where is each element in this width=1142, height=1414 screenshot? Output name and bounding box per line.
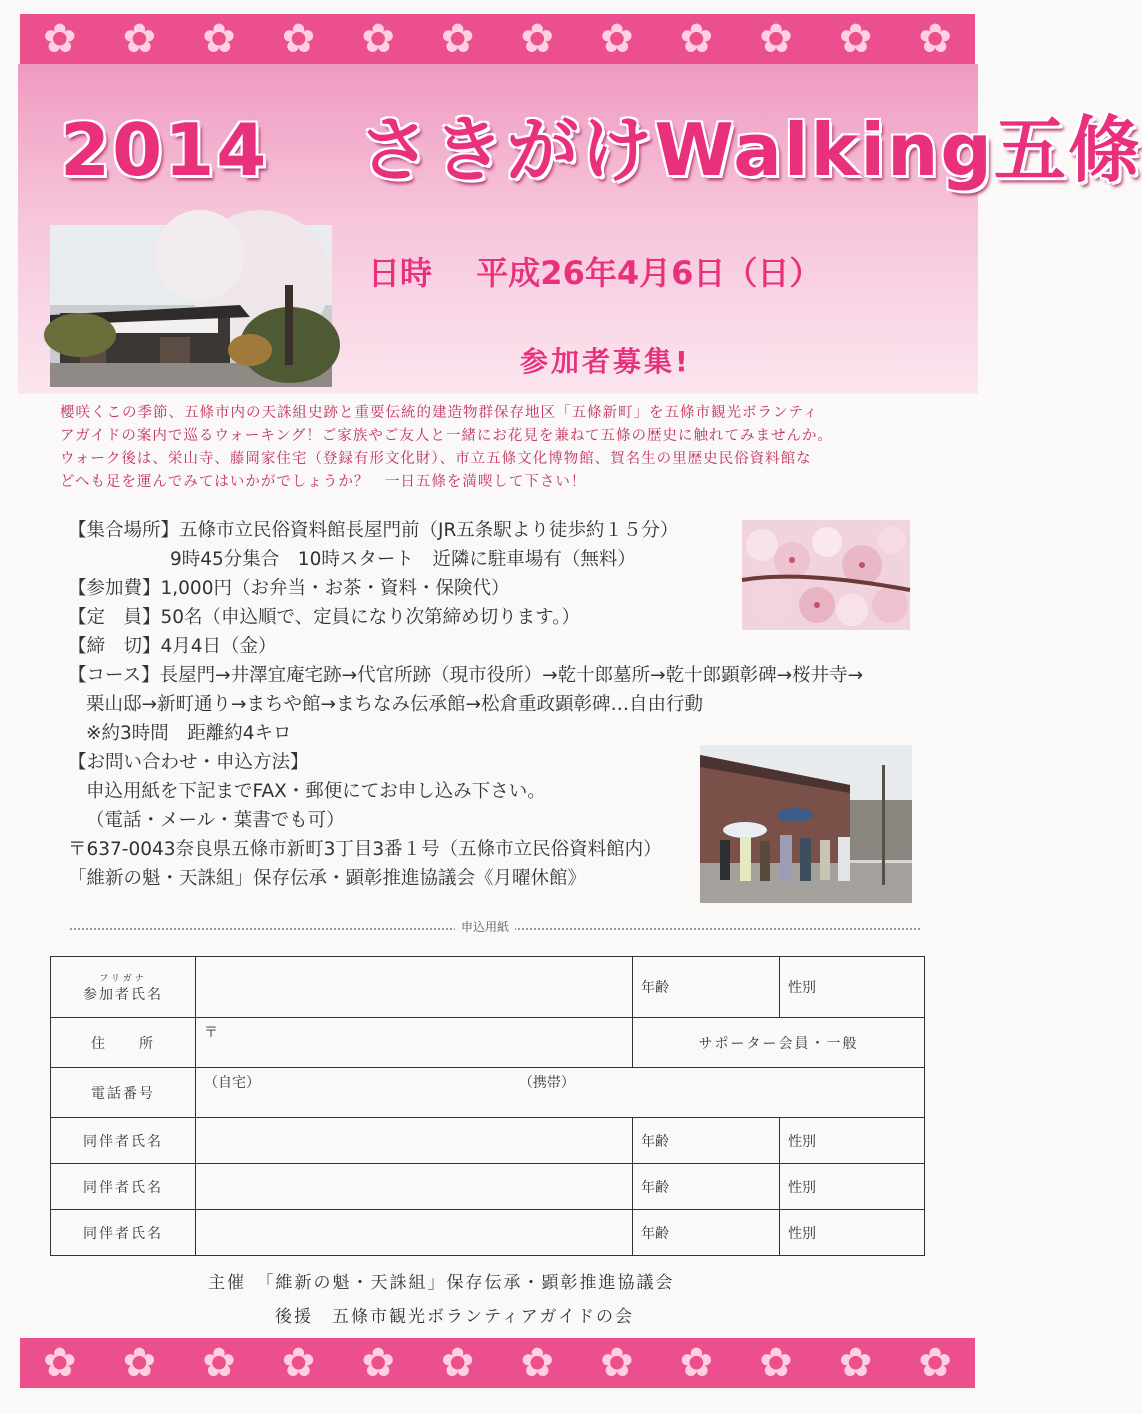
participant-row <box>51 957 925 1018</box>
date-label: 日時 <box>368 254 433 292</box>
name-label-text: 参加者氏名 <box>83 986 163 1003</box>
furigana-label: フリガナ <box>99 973 147 984</box>
flower-icon: ✿ <box>520 16 555 62</box>
sex-label: 性別 <box>788 1225 816 1242</box>
address-row <box>51 1018 925 1068</box>
participant-name-field[interactable] <box>196 957 633 1018</box>
address-label: 住 所 <box>51 1018 196 1068</box>
companion-row <box>51 1118 925 1164</box>
contact-line-1: 申込用紙を下記までFAX・郵便にてお申し込み下さい。 <box>86 781 546 802</box>
member-type-options: サポーター会員・一般 <box>698 1035 859 1052</box>
flower-icon: ✿ <box>361 1340 395 1386</box>
flower-icon: ✿ <box>600 16 634 62</box>
flower-icon: ✿ <box>679 1340 714 1386</box>
flower-icon: ✿ <box>759 16 793 62</box>
flower-icon: ✿ <box>43 16 77 62</box>
phone-row <box>51 1068 925 1118</box>
companion-name-field[interactable] <box>196 1210 633 1256</box>
cut-label: 申込用紙 <box>455 918 515 935</box>
host-line: 主催 「維新の魁・天誅組」保存伝承・顕彰推進協議会 <box>208 1273 675 1293</box>
contact-line-2: （電話・メール・葉書でも可） <box>86 810 345 831</box>
flower-icon: ✿ <box>838 16 873 62</box>
home-phone-label: （自宅） <box>204 1075 260 1091</box>
companion-age-field[interactable] <box>633 1210 780 1256</box>
companion-age-field[interactable] <box>633 1164 780 1210</box>
meeting-place: 【集合場所】五條市立民俗資料館長屋門前（JR五条駅より徒歩約１５分） <box>68 520 679 541</box>
flower-icon: ✿ <box>679 16 714 62</box>
flower-icon: ✿ <box>281 1340 316 1386</box>
title-year: 2014 <box>60 108 269 192</box>
address: 〒637-0043奈良県五條市新町3丁目3番１号（五條市立民俗資料館内） <box>68 839 662 860</box>
intro-line: アガイドの案内で巡るウォーキング！ご家族やご友人と一緒にお花見を兼ねて五條の歴史に触れてみませんか。 <box>60 428 834 444</box>
age-label: 年齢 <box>641 1225 669 1242</box>
recruit-heading: 参加者募集! <box>520 345 691 378</box>
companion-name-label: 同伴者氏名 <box>51 1118 196 1164</box>
flower-icon: ✿ <box>440 16 475 62</box>
flower-icon: ✿ <box>838 1340 873 1386</box>
phone-label: 電話番号 <box>51 1068 196 1118</box>
participant-age-field[interactable] <box>633 957 780 1018</box>
companion-age-field[interactable] <box>633 1118 780 1164</box>
sex-label: 性別 <box>788 1179 816 1196</box>
sex-label: 性別 <box>788 980 816 996</box>
support-line: 後援 五條市観光ボランティアガイドの会 <box>275 1307 634 1327</box>
address-field[interactable] <box>196 1018 633 1068</box>
intro-line: ウォーク後は、栄山寺、藤岡家住宅（登録有形文化財）、市立五條文化博物館、賀名生の里歴史民俗資料館な <box>60 451 812 467</box>
capacity: 【定 員】50名（申込順で、定員になり次第締め切ります。） <box>68 607 580 628</box>
companion-sex-field[interactable] <box>780 1210 925 1256</box>
flower-icon: ✿ <box>202 16 236 62</box>
contact-title: 【お問い合わせ・申込方法】 <box>68 752 309 773</box>
phone-field[interactable] <box>196 1068 925 1118</box>
organization: 「維新の魁・天誅組」保存伝承・顕彰推進協議会《月曜休館》 <box>68 868 587 889</box>
flower-icon: ✿ <box>520 1340 555 1386</box>
floral-band-bottom <box>20 1338 975 1388</box>
companion-name-label: 同伴者氏名 <box>51 1164 196 1210</box>
flower-icon: ✿ <box>918 16 952 62</box>
companion-row <box>51 1210 925 1256</box>
intro-paragraph <box>60 402 960 494</box>
flower-icon: ✿ <box>440 1340 475 1386</box>
companion-sex-field[interactable] <box>780 1164 925 1210</box>
companion-name-field[interactable] <box>196 1164 633 1210</box>
flower-icon: ✿ <box>202 1340 236 1386</box>
date-value: 平成26年4月6日（日） <box>476 254 822 292</box>
title-main: さきがけWalking五條 <box>358 108 1142 192</box>
flower-icon: ✿ <box>43 1340 77 1386</box>
intro-line: 櫻咲くこの季節、五條市内の天誅組史跡と重要伝統的建造物群保存地区「五條新町」を五條市観光ボランティ <box>60 405 819 421</box>
postal-mark: 〒 <box>204 1025 218 1041</box>
age-label: 年齢 <box>641 1179 669 1196</box>
course-line-3: ※約3時間 距離約4キロ <box>86 723 292 744</box>
photo-house-cherry-blossom <box>50 225 332 387</box>
event-date <box>368 248 821 294</box>
age-label: 年齢 <box>641 1133 669 1150</box>
sex-label: 性別 <box>788 1133 816 1150</box>
course-line-2: 栗山邸→新町通り→まちや館→まちなみ伝承館→松倉重政顕彰碑…自由行動 <box>86 694 704 715</box>
intro-line: どへも足を運んでみてはいかがでしょうか？ 一日五條を満喫して下さい！ <box>60 474 587 490</box>
companion-name-field[interactable] <box>196 1118 633 1164</box>
mobile-phone-label: （携帯） <box>518 1075 575 1091</box>
participant-name-label <box>51 957 196 1018</box>
floral-band-top <box>20 14 975 64</box>
companion-row <box>51 1164 925 1210</box>
member-type-field[interactable] <box>633 1018 925 1068</box>
meeting-time: 9時45分集合 10時スタート 近隣に駐車場有（無料） <box>170 549 636 570</box>
flower-icon: ✿ <box>122 1340 157 1386</box>
flower-icon: ✿ <box>122 16 157 62</box>
deadline: 【締 切】4月4日（金） <box>68 636 277 657</box>
flower-icon: ✿ <box>281 16 316 62</box>
companion-sex-field[interactable] <box>780 1118 925 1164</box>
flower-icon: ✿ <box>361 16 395 62</box>
flower-icon: ✿ <box>600 1340 634 1386</box>
participant-sex-field[interactable] <box>780 957 925 1018</box>
event-title <box>60 92 1142 196</box>
fee: 【参加費】1,000円（お弁当・お茶・資料・保険代） <box>68 578 510 599</box>
flower-icon: ✿ <box>759 1340 793 1386</box>
companion-name-label: 同伴者氏名 <box>51 1210 196 1256</box>
photo-walking-group <box>700 745 912 903</box>
age-label: 年齢 <box>641 980 669 996</box>
flower-icon: ✿ <box>918 1340 952 1386</box>
application-form <box>50 956 925 1256</box>
course-line-1: 【コース】長屋門→井澤宜庵宅跡→代官所跡（現市役所）→乾十郎墓所→乾十郎顕彰碑→桜井寺→ <box>68 665 864 686</box>
